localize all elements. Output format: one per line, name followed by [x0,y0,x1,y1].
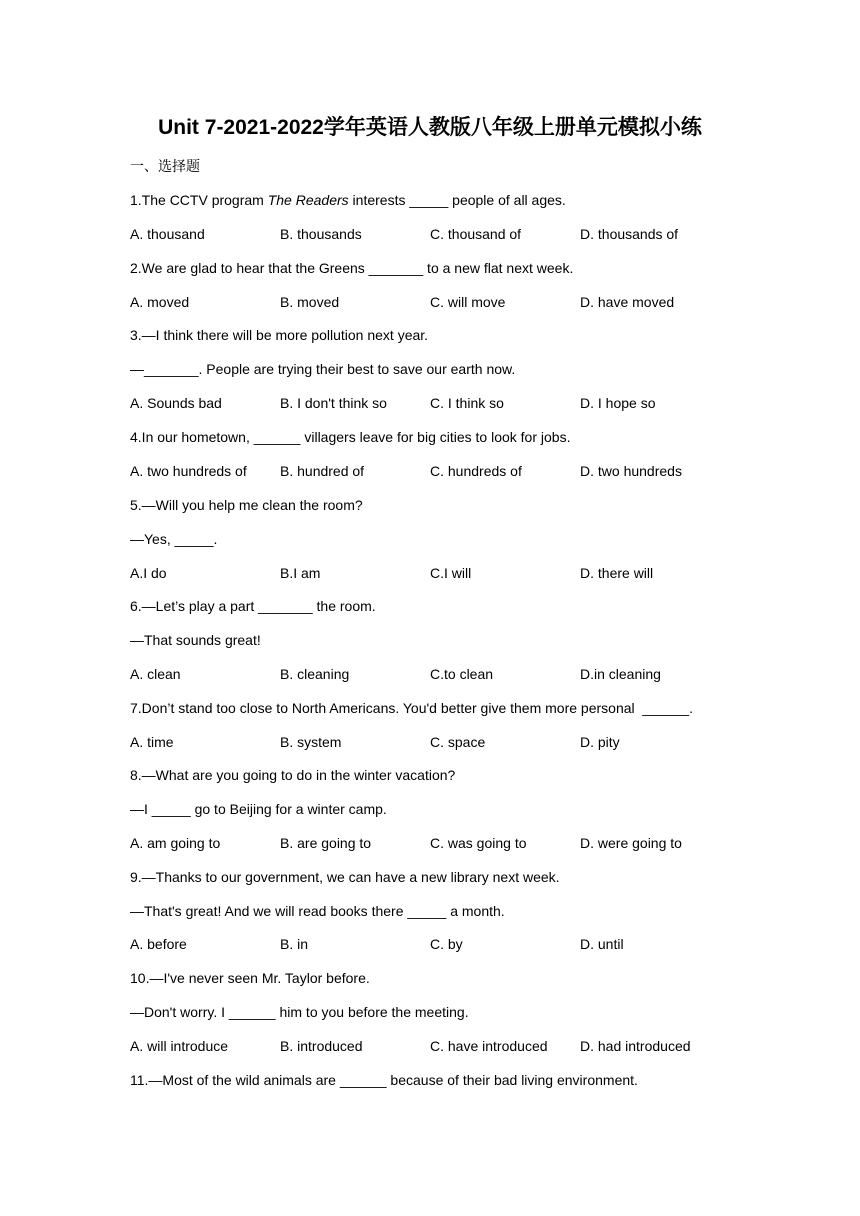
question-10-stem: 10.—I've never seen Mr. Taylor before. [130,970,370,986]
option-c: C. by [430,936,463,952]
question-8-options [130,834,750,852]
option-b: B. system [280,734,342,750]
question-8-reply: —I _____ go to Beijing for a winter camp. [130,801,387,817]
question-6-stem: 6.—Let’s play a part _______ the room. [130,598,376,614]
option-d: D.in cleaning [580,666,661,682]
option-d: D. until [580,936,624,952]
option-a: A. moved [130,294,190,310]
question-10-reply: —Don't worry. I ______ him to you before the meeting. [130,1004,469,1020]
question-3-stem: 3.—I think there will be more pollution next year. [130,327,429,343]
option-b: B. moved [280,294,340,310]
question-4-options [130,462,750,480]
question-9-stem: 9.—Thanks to our government, we can have a new library next week. [130,869,560,885]
question-1-stem-start: 1.The CCTV program [130,192,268,208]
question-8-stem: 8.—What are you going to do in the winter vacation? [130,767,456,783]
option-a: A. time [130,734,174,750]
option-c: C. was going to [430,835,527,851]
option-b: B. I don't think so [280,395,387,411]
question-1-stem [130,191,566,209]
option-a: A.I do [130,565,167,581]
question-2-stem: 2.We are glad to hear that the Greens _______ to a new flat next week. [130,260,574,276]
question-1-options [130,225,750,243]
option-a: A. thousand [130,226,205,242]
question-4-stem: 4.In our hometown, ______ villagers leave for big cities to look for jobs. [130,429,571,445]
option-b: B. introduced [280,1038,363,1054]
option-c: C. space [430,734,486,750]
option-b: B. in [280,936,309,952]
option-d: D. pity [580,734,620,750]
option-d: D. have moved [580,294,675,310]
option-a: A. clean [130,666,181,682]
option-b: B. cleaning [280,666,350,682]
option-c: C. will move [430,294,506,310]
option-a: A. will introduce [130,1038,229,1054]
question-9-reply: —That's great! And we will read books there _____ a month. [130,903,505,919]
question-10-options [130,1037,750,1055]
option-d: D. I hope so [580,395,656,411]
option-c: C. hundreds of [430,463,522,479]
question-5-options [130,564,750,582]
program-name: The Readers [267,192,349,208]
option-b: B. are going to [280,835,372,851]
section-heading: 一、选择题 [130,158,200,174]
question-3-reply: —_______. People are trying their best to save our earth now. [130,361,516,377]
option-d: D. were going to [580,835,682,851]
option-b: B. thousands [280,226,362,242]
option-c: C. thousand of [430,226,522,242]
option-d: D. thousands of [580,226,679,242]
question-9-options [130,935,750,953]
option-b: B.I am [280,565,321,581]
question-3-options [130,394,750,412]
option-a: A. two hundreds of [130,463,247,479]
question-11-stem: 11.—Most of the wild animals are ______ because of their bad living environment. [130,1072,638,1088]
option-c: C.I will [430,565,472,581]
option-c: C. have introduced [430,1038,548,1054]
option-a: A. Sounds bad [130,395,222,411]
option-d: D. two hundreds [580,463,682,479]
question-6-reply: —That sounds great! [130,632,261,648]
question-1-stem-end: interests _____ people of all ages. [348,192,566,208]
question-5-reply: —Yes, _____. [130,531,218,547]
question-6-options [130,665,750,683]
option-c: C.to clean [430,666,494,682]
option-a: A. before [130,936,187,952]
page-title: Unit 7-2021-2022学年英语人教版八年级上册单元模拟小练 [158,116,702,139]
question-2-options [130,293,750,311]
question-7-stem: 7.Don’t stand too close to North Americans. You'd better give them more personal ______. [130,700,694,716]
option-d: D. there will [580,565,654,581]
option-c: C. I think so [430,395,504,411]
option-a: A. am going to [130,835,221,851]
question-7-options [130,733,750,751]
question-5-stem: 5.—Will you help me clean the room? [130,497,363,513]
option-d: D. had introduced [580,1038,691,1054]
option-b: B. hundred of [280,463,365,479]
